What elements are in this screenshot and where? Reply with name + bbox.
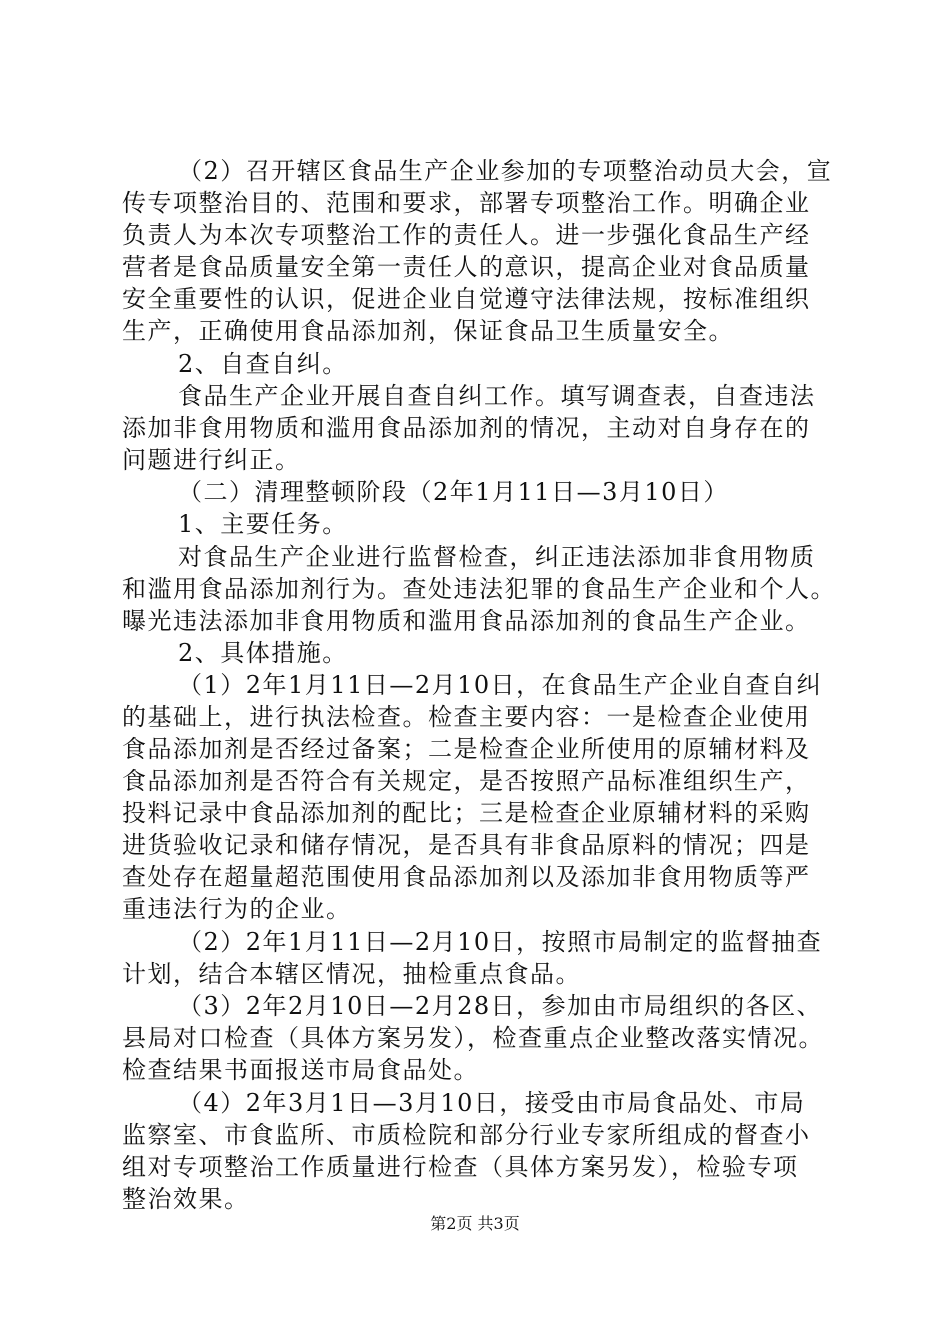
text-line: 县局对口检查（具体方案另发），检查重点企业整改落实情况。	[122, 1024, 824, 1052]
text-line: 问题进行纠正。	[122, 446, 301, 474]
text-line: 组对专项整治工作质量进行检查（具体方案另发），检验专项	[122, 1153, 799, 1181]
text-line: 食品添加剂是否符合有关规定，是否按照产品标准组织生产，	[122, 767, 811, 795]
text-line: 重违法行为的企业。	[122, 895, 352, 923]
text-line: 的基础上，进行执法检查。检查主要内容：一是检查企业使用	[122, 703, 811, 731]
text-line: 营者是食品质量安全第一责任人的意识，提高企业对食品质量	[122, 253, 811, 281]
section-heading: 1、主要任务。	[178, 510, 348, 538]
text-line: 进货验收记录和储存情况，是否具有非食品原料的情况；四是	[122, 831, 811, 859]
text-line: 生产，正确使用食品添加剂，保证食品卫生质量安全。	[122, 317, 734, 345]
section-heading: 2、具体措施。	[178, 639, 348, 667]
text-line: 负责人为本次专项整治工作的责任人。进一步强化食品生产经	[122, 221, 811, 249]
text-line: 添加非食用物质和滥用食品添加剂的情况，主动对自身存在的	[122, 414, 811, 442]
text-line: 监察室、市食监所、市质检院和部分行业专家所组成的督查小	[122, 1121, 811, 1149]
text-line: 对食品生产企业进行监督检查，纠正违法添加非食用物质	[178, 543, 816, 571]
text-line: （4）2年3月1日—3月10日，接受由市局食品处、市局	[178, 1089, 806, 1117]
text-line: （2）召开辖区食品生产企业参加的专项整治动员大会，宣	[178, 157, 833, 185]
text-line: 和滥用食品添加剂行为。查处违法犯罪的食品生产企业和个人。	[122, 575, 836, 603]
text-line: 查处存在超量超范围使用食品添加剂以及添加非食用物质等严	[122, 863, 811, 891]
text-line: 投料记录中食品添加剂的配比；三是检查企业原辅材料的采购	[122, 799, 811, 827]
page-footer: 第2页 共3页	[430, 1214, 520, 1233]
text-line: 传专项整治目的、范围和要求，部署专项整治工作。明确企业	[122, 189, 811, 217]
text-line: （1）2年1月11日—2月10日，在食品生产企业自查自纠	[178, 671, 823, 699]
section-heading: 2、自查自纠。	[178, 350, 348, 378]
text-line: 食品添加剂是否经过备案；二是检查企业所使用的原辅材料及	[122, 735, 811, 763]
text-line: 曝光违法添加非食用物质和滥用食品添加剂的食品生产企业。	[122, 607, 811, 635]
section-heading: （二）清理整顿阶段（2年1月11日—3月10日）	[178, 478, 729, 506]
text-line: 食品生产企业开展自查自纠工作。填写调查表，自查违法	[178, 382, 816, 410]
text-line: 整治效果。	[122, 1185, 250, 1213]
text-line: 检查结果书面报送市局食品处。	[122, 1056, 479, 1084]
text-line: 安全重要性的认识，促进企业自觉遵守法律法规，按标准组织	[122, 285, 811, 313]
text-line: （3）2年2月10日—2月28日，参加由市局组织的各区、	[178, 992, 823, 1020]
text-line: 计划，结合本辖区情况，抽检重点食品。	[122, 960, 581, 988]
text-line: （2）2年1月11日—2月10日，按照市局制定的监督抽查	[178, 928, 823, 956]
